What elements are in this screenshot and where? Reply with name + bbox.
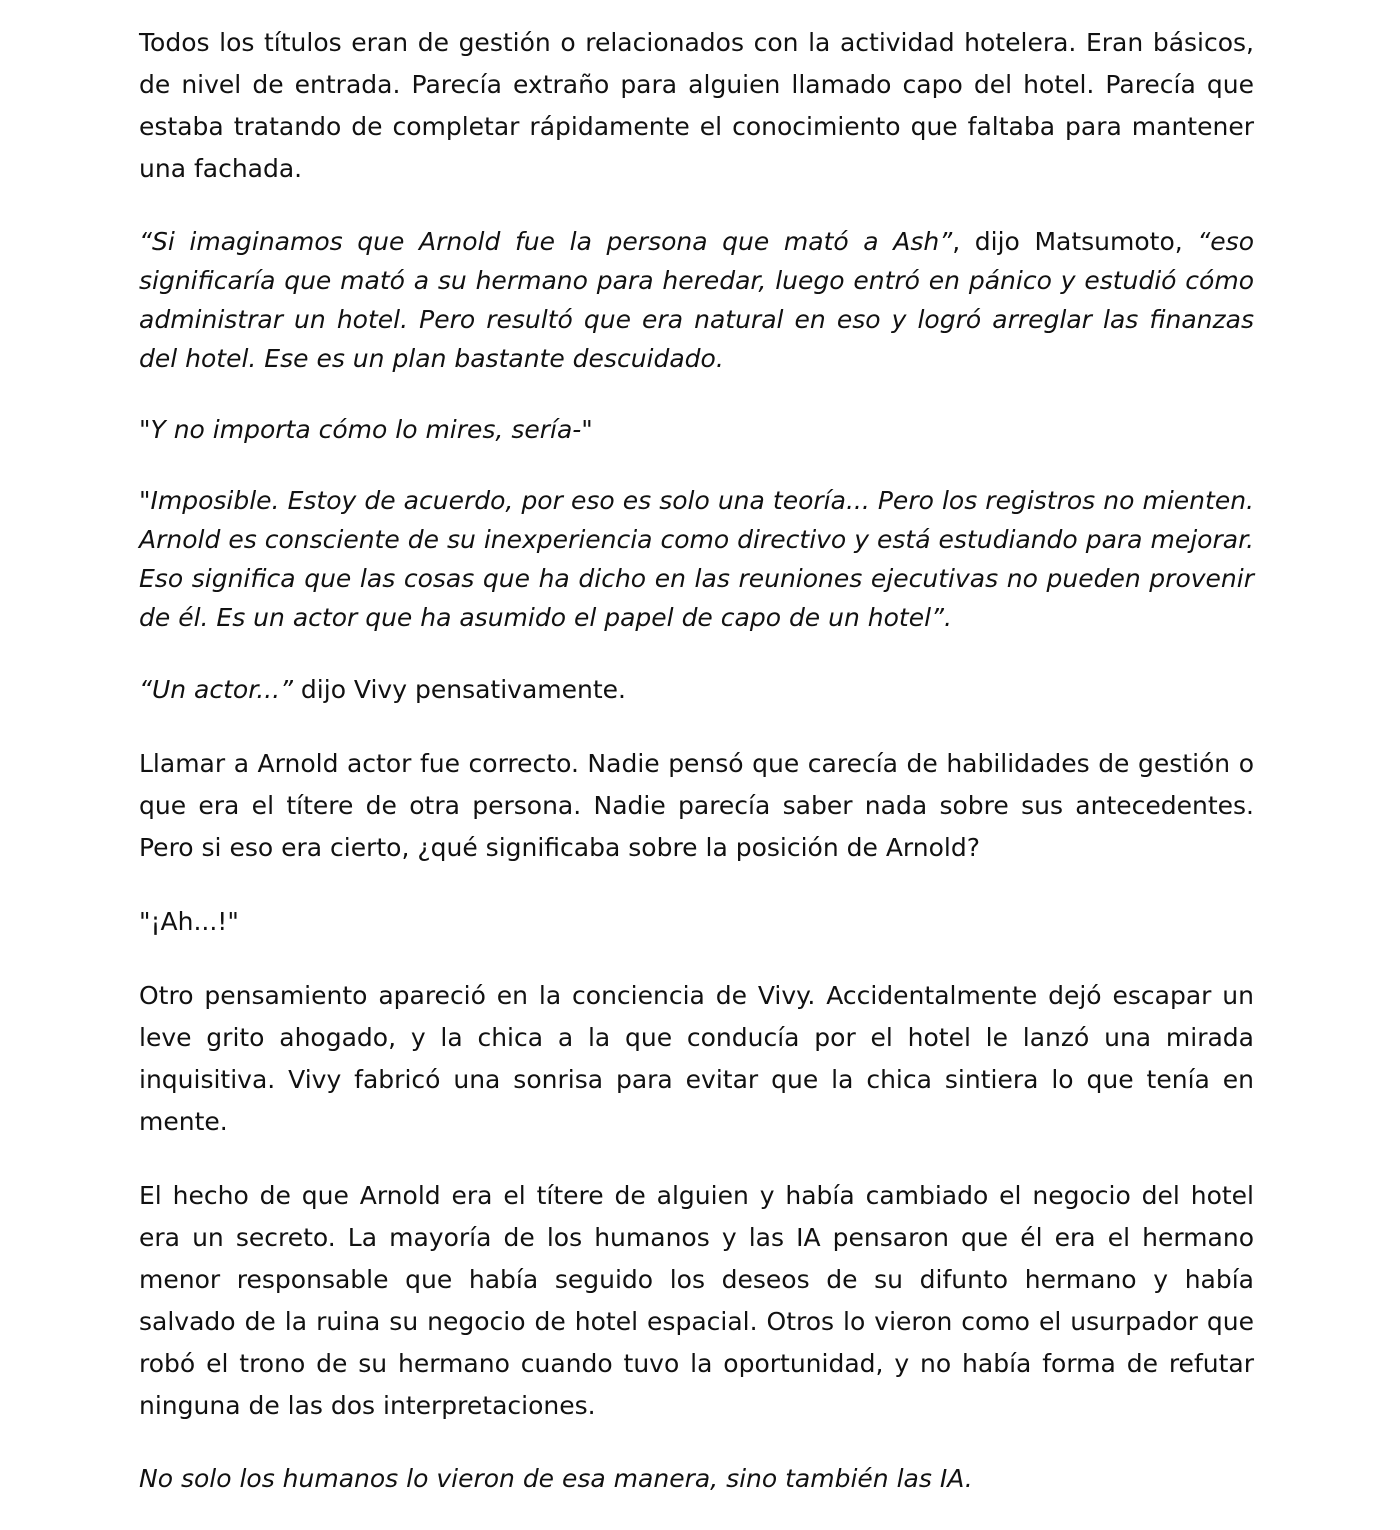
paragraph-1: Todos los títulos eran de gestión o relacionados con la actividad hotelera. Eran básicos, de nivel de entrada. Parecía extraño para alguien llamado capo del hotel. Parecía que estaba tratando de completar rápidamente el conocimiento que faltaba para mantener una fachada. <box>139 28 1254 183</box>
paragraph-4: "Imposible. Estoy de acuerdo, por eso es solo una teoría... Pero los registros no mienten. Arnold es consciente de su inexperiencia como directivo y está estudiando para mejorar. Eso significa que las cosas que ha dicho en las reuniones ejecutivas no pueden provenir de él. Es un actor que ha asumido el papel de capo de un hotel”. <box>139 486 1254 632</box>
dialogue-quote-continued: “eso significaría que mató a su hermano para heredar, luego entró en pánico y estudió cómo administrar un hotel. Pero resultó que era natural en eso y logró arreglar las finanzas del hotel. Ese es un plan bastante descuidado. <box>139 227 1254 373</box>
dialogue-attribution: dijo Vivy pensativamente. <box>292 675 626 704</box>
paragraph-2 <box>139 222 1254 378</box>
paragraph-8: Otro pensamiento apareció en la conciencia de Vivy. Accidentalmente dejó escapar un leve grito ahogado, y la chica a la que conducía por el hotel le lanzó una mirada inquisitiva. Vivy fabricó una sonrisa para evitar que la chica sintiera lo que tenía en mente. <box>139 981 1254 1136</box>
paragraph-9: El hecho de que Arnold era el títere de alguien y había cambiado el negocio del hotel era un secreto. La mayoría de los humanos y las IA pensaron que él era el hermano menor responsable que había seguido los deseos de su difunto hermano y había salvado de la ruina su negocio de hotel espacial. Otros lo vieron como el usurpador que robó el trono de su hermano cuando tuvo la oportunidad, y no había forma de refutar ninguna de las dos interpretaciones. <box>139 1181 1254 1420</box>
dialogue-attribution: , dijo Matsumoto, <box>952 227 1198 256</box>
paragraph-6: Llamar a Arnold actor fue correcto. Nadie pensó que carecía de habilidades de gestión o que era el títere de otra persona. Nadie parecía saber nada sobre sus antecedentes. Pero si eso era cierto, ¿qué significaba sobre la posición de Arnold? <box>139 749 1254 862</box>
paragraph-7: "¡Ah...!" <box>139 907 239 936</box>
document-page <box>139 22 1254 1530</box>
paragraph-10: No solo los humanos lo vieron de esa manera, sino también las IA. <box>139 1464 973 1493</box>
paragraph-5 <box>139 669 1254 711</box>
dialogue-quote: “Un actor...” <box>139 675 293 704</box>
dialogue-quote: “Si imaginamos que Arnold fue la persona que mató a Ash” <box>139 227 953 256</box>
paragraph-3: "Y no importa cómo lo mires, sería-" <box>139 415 593 444</box>
